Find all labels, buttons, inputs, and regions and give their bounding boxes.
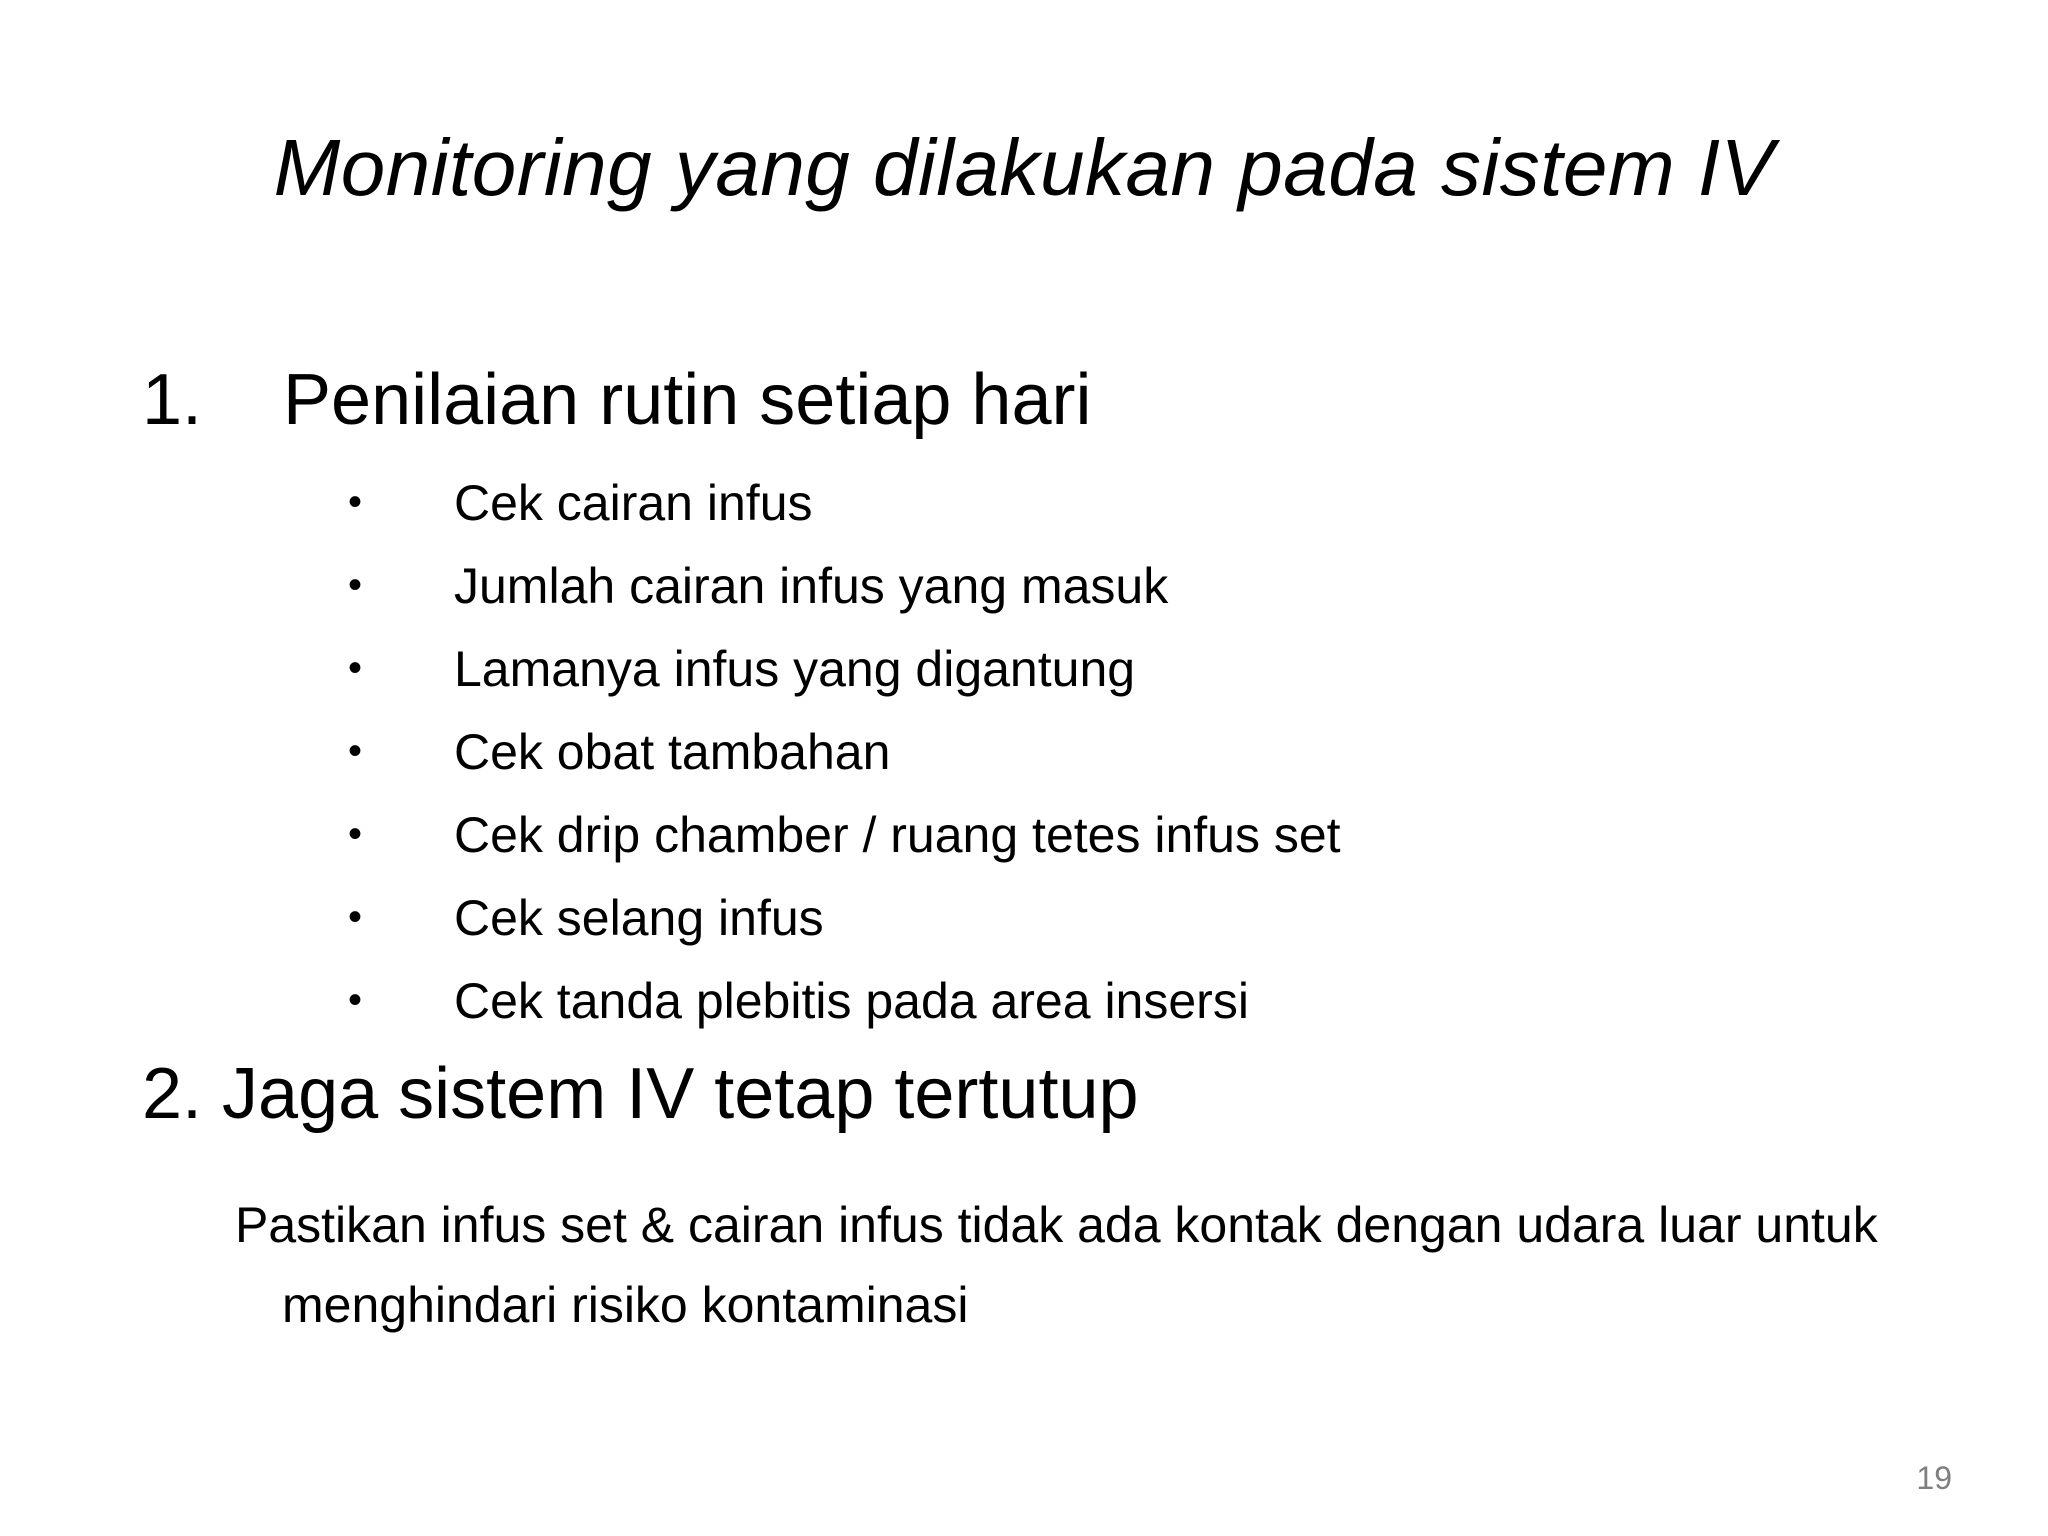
bullet-item — [348, 793, 1341, 876]
bullet-item — [348, 959, 1341, 1042]
bullet-dot: • — [348, 563, 363, 607]
bullet-dot: • — [348, 646, 363, 690]
bullet-dot: • — [348, 812, 363, 856]
section-2-paragraph — [235, 1185, 1995, 1345]
bullet-item — [348, 461, 1341, 544]
bullet-item — [348, 544, 1341, 627]
bullet-dot: • — [348, 978, 363, 1022]
bullet-dot: • — [348, 729, 363, 773]
bullet-text: Jumlah cairan infus yang masuk — [454, 557, 1169, 614]
section-1-number: 1. — [142, 360, 203, 440]
bullet-text: Cek cairan infus — [454, 474, 813, 531]
section-1-heading — [142, 358, 1092, 442]
section-1-heading-text: Penilaian rutin setiap hari — [283, 360, 1092, 440]
slide-title: Monitoring yang dilakukan pada sistem IV — [273, 123, 1775, 212]
bullet-item — [348, 627, 1341, 710]
bullet-text: Lamanya infus yang digantung — [454, 640, 1136, 697]
bullet-text: Cek drip chamber / ruang tetes infus set — [454, 806, 1341, 863]
bullet-dot: • — [348, 480, 363, 524]
bullet-dot: • — [348, 895, 363, 939]
section-2-heading: 2. Jaga sistem IV tetap tertutup — [142, 1054, 1139, 1134]
section-1-bullet-list — [348, 461, 1341, 1042]
page-number: 19 — [1916, 1460, 1952, 1496]
bullet-text: Cek obat tambahan — [454, 723, 891, 780]
bullet-text: Cek selang infus — [454, 889, 824, 946]
paragraph-line-1: Pastikan infus set & cairan infus tidak ada kontak dengan udara luar untuk — [235, 1197, 1878, 1253]
bullet-item — [348, 876, 1341, 959]
paragraph-line-2: menghindari risiko kontaminasi — [282, 1277, 969, 1333]
bullet-item — [348, 710, 1341, 793]
bullet-text: Cek tanda plebitis pada area insersi — [454, 972, 1249, 1029]
